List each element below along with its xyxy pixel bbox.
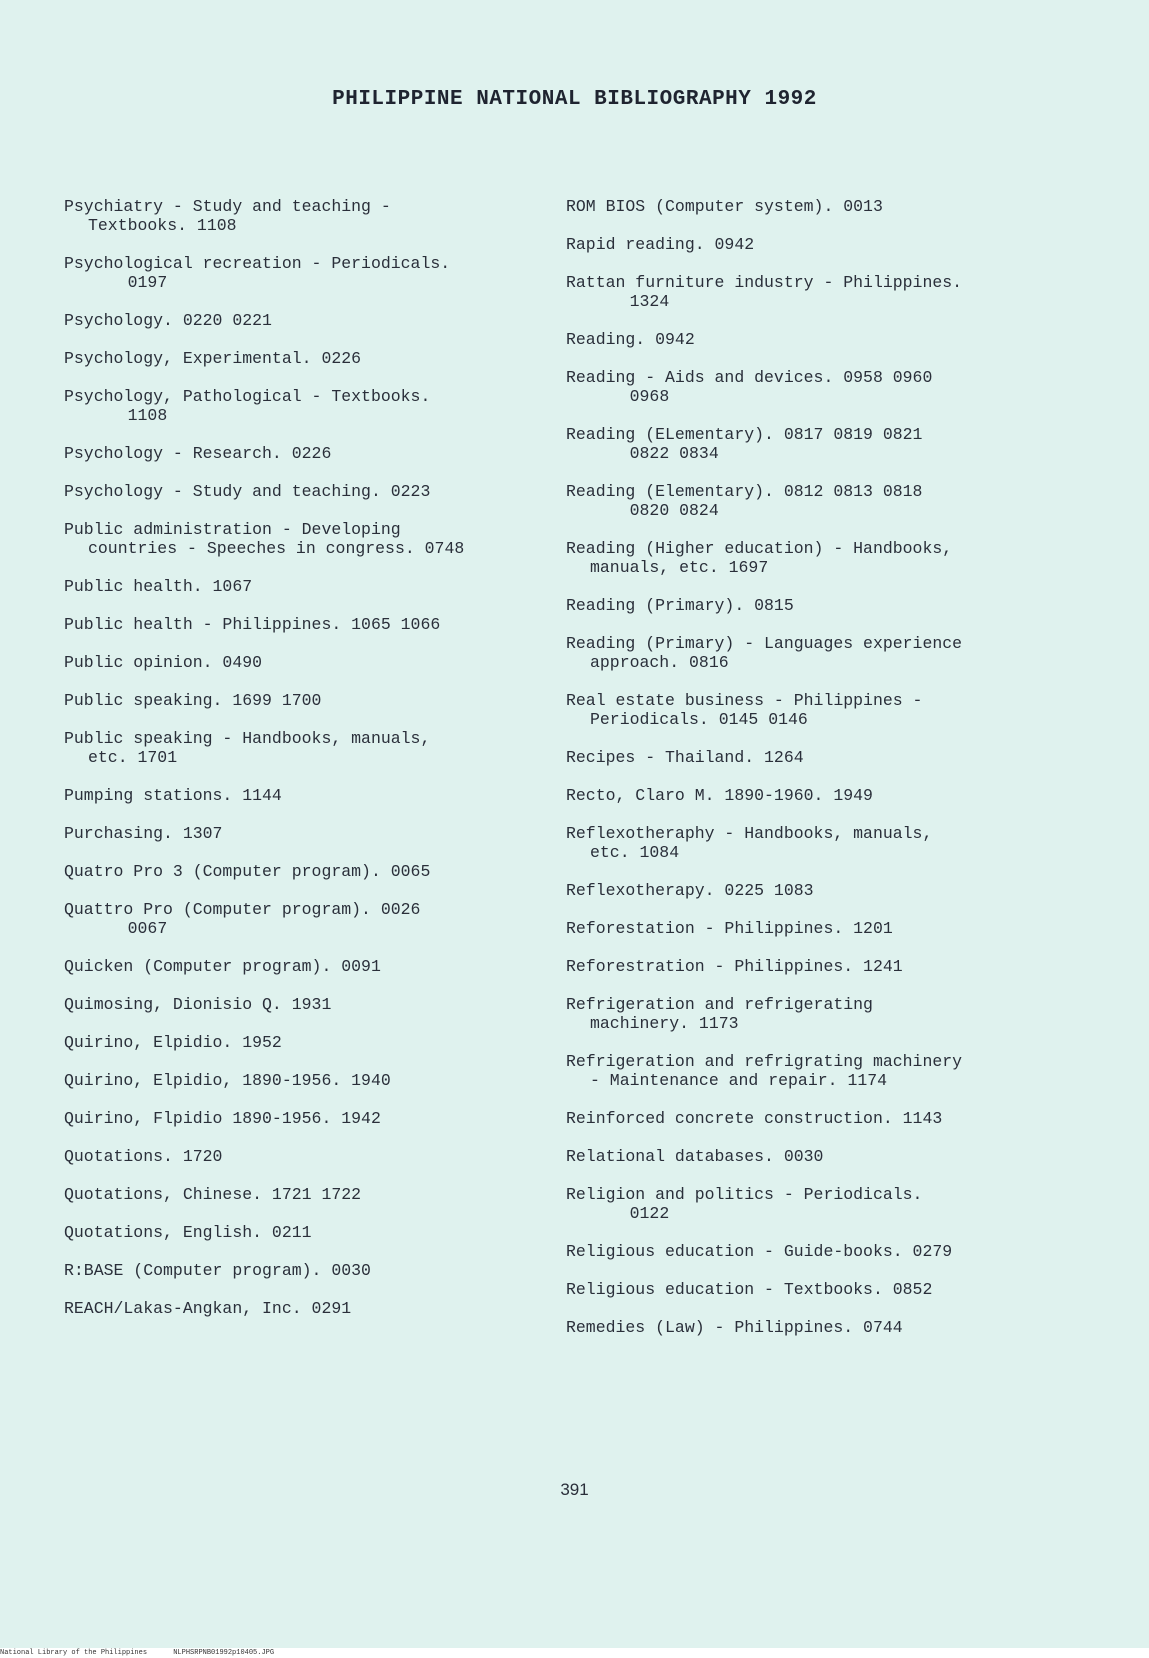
right-column (566, 197, 1036, 1356)
index-entry: Public opinion. 0490 (64, 653, 263, 672)
index-entry: Reading (ELementary). 0817 0819 0821 0822 0834 (566, 425, 923, 463)
page-number: 391 (560, 1480, 589, 1499)
index-entry: Reading - Aids and devices. 0958 0960 0968 (566, 368, 933, 406)
index-entry: Reading (Higher education) - Handbooks, manuals, etc. 1697 (566, 539, 953, 577)
left-column (64, 197, 534, 1337)
index-entry: Public health. 1067 (64, 577, 253, 596)
index-entry: Rattan furniture industry - Philippines. 1324 (566, 273, 963, 311)
index-entry: Recipes - Thailand. 1264 (566, 748, 804, 767)
index-entry: ROM BIOS (Computer system). 0013 (566, 197, 883, 216)
index-entry: Religious education - Guide-books. 0279 (566, 1242, 953, 1261)
index-entry: Quirino, Elpidio. 1952 (64, 1033, 282, 1052)
index-entry: REACH/Lakas-Angkan, Inc. 0291 (64, 1299, 352, 1318)
index-entry: Psychology. 0220 0221 (64, 311, 272, 330)
index-entry: Psychology, Experimental. 0226 (64, 349, 362, 368)
index-entry: Refrigeration and refrigrating machinery - Maintenance and repair. 1174 (566, 1052, 963, 1090)
index-entry: Religion and politics - Periodicals. 0122 (566, 1185, 923, 1223)
index-entry: Reading (Elementary). 0812 0813 0818 0820 0824 (566, 482, 923, 520)
index-entry: Psychological recreation - Periodicals. 0197 (64, 254, 451, 292)
index-entry: Relational databases. 0030 (566, 1147, 824, 1166)
index-entry: Quotations. 1720 (64, 1147, 223, 1166)
index-entry: Reinforced concrete construction. 1143 (566, 1109, 943, 1128)
index-entry: Quirino, Flpidio 1890-1956. 1942 (64, 1109, 381, 1128)
index-entry: Psychiatry - Study and teaching - Textbooks. 1108 (64, 197, 391, 235)
index-entry: Public administration - Developing countries - Speeches in congress. 0748 (64, 520, 465, 558)
index-entry: Psychology - Study and teaching. 0223 (64, 482, 431, 501)
footer-library: National Library of the Philippines (0, 1649, 148, 1657)
index-entry: Reading (Primary). 0815 (566, 596, 794, 615)
index-entry: Psychology, Pathological - Textbooks. 1108 (64, 387, 431, 425)
index-entry: Public speaking - Handbooks, manuals, etc. 1701 (64, 729, 431, 767)
index-entry: Reforestration - Philippines. 1241 (566, 957, 903, 976)
index-entry: Reading (Primary) - Languages experience approach. 0816 (566, 634, 963, 672)
index-entry: Reflexotherapy. 0225 1083 (566, 881, 814, 900)
index-entry: Real estate business - Philippines - Periodicals. 0145 0146 (566, 691, 923, 729)
index-entry: Pumping stations. 1144 (64, 786, 282, 805)
index-entry: Psychology - Research. 0226 (64, 444, 332, 463)
index-entry: Quotations, English. 0211 (64, 1223, 312, 1242)
index-entry: Rapid reading. 0942 (566, 235, 755, 254)
page-title: PHILIPPINE NATIONAL BIBLIOGRAPHY 1992 (332, 88, 817, 111)
index-entry: Reforestation - Philippines. 1201 (566, 919, 893, 938)
index-entry: Public health - Philippines. 1065 1066 (64, 615, 441, 634)
index-entry: Quotations, Chinese. 1721 1722 (64, 1185, 362, 1204)
footer-filename: NLPHSRPNB01992p10405.JPG (173, 1649, 275, 1657)
index-entry: Refrigeration and refrigerating machinery. 1173 (566, 995, 873, 1033)
index-entry: Reflexotheraphy - Handbooks, manuals, etc. 1084 (566, 824, 933, 862)
scan-footer (0, 1648, 1149, 1658)
index-entry: Quatro Pro 3 (Computer program). 0065 (64, 862, 431, 881)
index-entry: R:BASE (Computer program). 0030 (64, 1261, 371, 1280)
index-entry: Public speaking. 1699 1700 (64, 691, 322, 710)
index-entry: Quirino, Elpidio, 1890-1956. 1940 (64, 1071, 391, 1090)
index-entry: Religious education - Textbooks. 0852 (566, 1280, 933, 1299)
index-entry: Reading. 0942 (566, 330, 695, 349)
index-entry: Quattro Pro (Computer program). 0026 0067 (64, 900, 421, 938)
index-entry: Quicken (Computer program). 0091 (64, 957, 381, 976)
index-entry: Recto, Claro M. 1890-1960. 1949 (566, 786, 873, 805)
index-entry: Quimosing, Dionisio Q. 1931 (64, 995, 332, 1014)
index-entry: Remedies (Law) - Philippines. 0744 (566, 1318, 903, 1337)
index-entry: Purchasing. 1307 (64, 824, 223, 843)
